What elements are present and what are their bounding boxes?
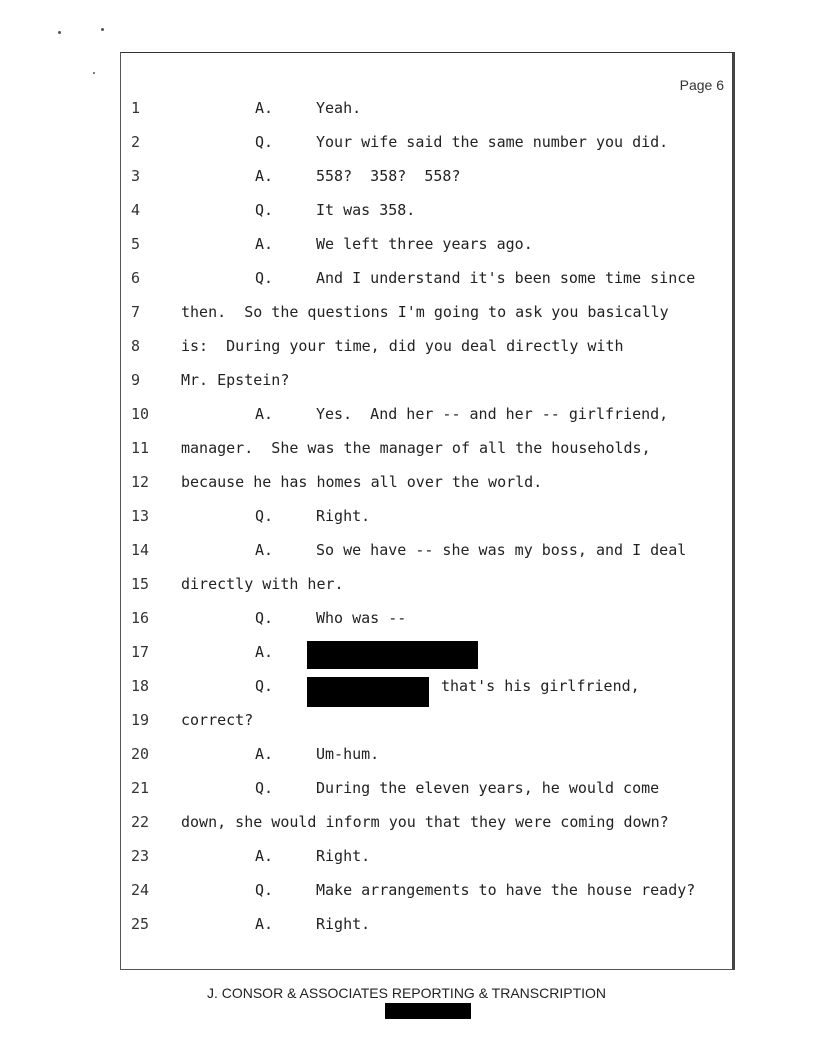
line-number: 23	[131, 847, 150, 865]
line-text: Mr. Epstein?	[181, 371, 290, 389]
speaker-label: A.	[255, 235, 274, 253]
speaker-label: Q.	[255, 133, 274, 151]
speaker-label: A.	[255, 915, 274, 933]
line-text: Make arrangements to have the house ready?	[316, 881, 696, 899]
scan-speck	[93, 72, 95, 74]
line-number: 2	[131, 133, 141, 151]
transcript-line	[121, 879, 721, 901]
line-text: then. So the questions I'm going to ask you basically	[181, 303, 669, 321]
transcript-line	[121, 97, 721, 119]
line-text: directly with her.	[181, 575, 344, 593]
speaker-label: A.	[255, 167, 274, 185]
transcript-line	[121, 811, 721, 833]
line-number: 1	[131, 99, 141, 117]
line-number: 16	[131, 609, 150, 627]
transcript-page-frame	[120, 52, 735, 970]
transcript-line	[121, 233, 721, 255]
line-number: 19	[131, 711, 150, 729]
transcript-line	[121, 539, 721, 561]
footer-redaction-box	[385, 1003, 471, 1019]
page-number: Page 6	[679, 77, 724, 93]
transcript-line	[121, 777, 721, 799]
line-number: 20	[131, 745, 150, 763]
line-text: We left three years ago.	[316, 235, 533, 253]
transcript-line	[121, 471, 721, 493]
line-number: 14	[131, 541, 150, 559]
transcript-line	[121, 437, 721, 459]
line-text: Yeah.	[316, 99, 362, 117]
line-number: 25	[131, 915, 150, 933]
transcript-line	[121, 199, 721, 221]
line-text: Um-hum.	[316, 745, 380, 763]
line-number: 10	[131, 405, 150, 423]
transcript-line	[121, 913, 721, 935]
speaker-label: A.	[255, 541, 274, 559]
line-number: 13	[131, 507, 150, 525]
transcript-line	[121, 267, 721, 289]
line-text: Right.	[316, 507, 371, 525]
line-text: manager. She was the manager of all the households,	[181, 439, 651, 457]
redaction-box-line-18	[307, 677, 429, 707]
line-number: 21	[131, 779, 150, 797]
line-number: 22	[131, 813, 150, 831]
line-text: is: During your time, did you deal directly with	[181, 337, 624, 355]
line-number: 11	[131, 439, 150, 457]
transcript-line	[121, 573, 721, 595]
scan-speck	[58, 31, 61, 34]
line-text: Your wife said the same number you did.	[316, 133, 669, 151]
line-text: During the eleven years, he would come	[316, 779, 660, 797]
speaker-label: Q.	[255, 507, 274, 525]
speaker-label: Q.	[255, 677, 274, 695]
line-number: 7	[131, 303, 141, 321]
scan-speck	[101, 28, 104, 31]
line-number: 15	[131, 575, 150, 593]
line-number: 17	[131, 643, 150, 661]
speaker-label: A.	[255, 745, 274, 763]
speaker-label: A.	[255, 405, 274, 423]
transcript-line	[121, 131, 721, 153]
line-text: that's his girlfriend,	[441, 677, 640, 695]
line-text: Right.	[316, 915, 371, 933]
line-number: 3	[131, 167, 141, 185]
speaker-label: Q.	[255, 201, 274, 219]
transcript-line	[121, 505, 721, 527]
transcript-line	[121, 369, 721, 391]
speaker-label: A.	[255, 99, 274, 117]
transcript-line	[121, 709, 721, 731]
transcript-line	[121, 301, 721, 323]
speaker-label: Q.	[255, 881, 274, 899]
line-text: correct?	[181, 711, 254, 729]
line-text: because he has homes all over the world.	[181, 473, 543, 491]
line-text: So we have -- she was my boss, and I deal	[316, 541, 687, 559]
line-number: 18	[131, 677, 150, 695]
line-number: 6	[131, 269, 141, 287]
line-text: 558? 358? 558?	[316, 167, 461, 185]
transcript-line	[121, 743, 721, 765]
transcript-line	[121, 403, 721, 425]
transcript-line	[121, 845, 721, 867]
speaker-label: A.	[255, 643, 274, 661]
line-text: And I understand it's been some time since	[316, 269, 696, 287]
line-text: It was 358.	[316, 201, 416, 219]
speaker-label: Q.	[255, 609, 274, 627]
line-text: Who was --	[316, 609, 407, 627]
redaction-box-line-17	[307, 641, 478, 669]
line-text: Right.	[316, 847, 371, 865]
line-number: 4	[131, 201, 141, 219]
line-number: 5	[131, 235, 141, 253]
speaker-label: Q.	[255, 269, 274, 287]
line-number: 8	[131, 337, 141, 355]
speaker-label: Q.	[255, 779, 274, 797]
line-number: 24	[131, 881, 150, 899]
transcript-line	[121, 607, 721, 629]
line-text: down, she would inform you that they were coming down?	[181, 813, 669, 831]
footer-reporter-name: J. CONSOR & ASSOCIATES REPORTING & TRANSCRIPTION	[206, 985, 607, 1001]
line-text: Yes. And her -- and her -- girlfriend,	[316, 405, 669, 423]
line-number: 9	[131, 371, 141, 389]
transcript-line	[121, 165, 721, 187]
transcript-line	[121, 335, 721, 357]
speaker-label: A.	[255, 847, 274, 865]
line-number: 12	[131, 473, 150, 491]
